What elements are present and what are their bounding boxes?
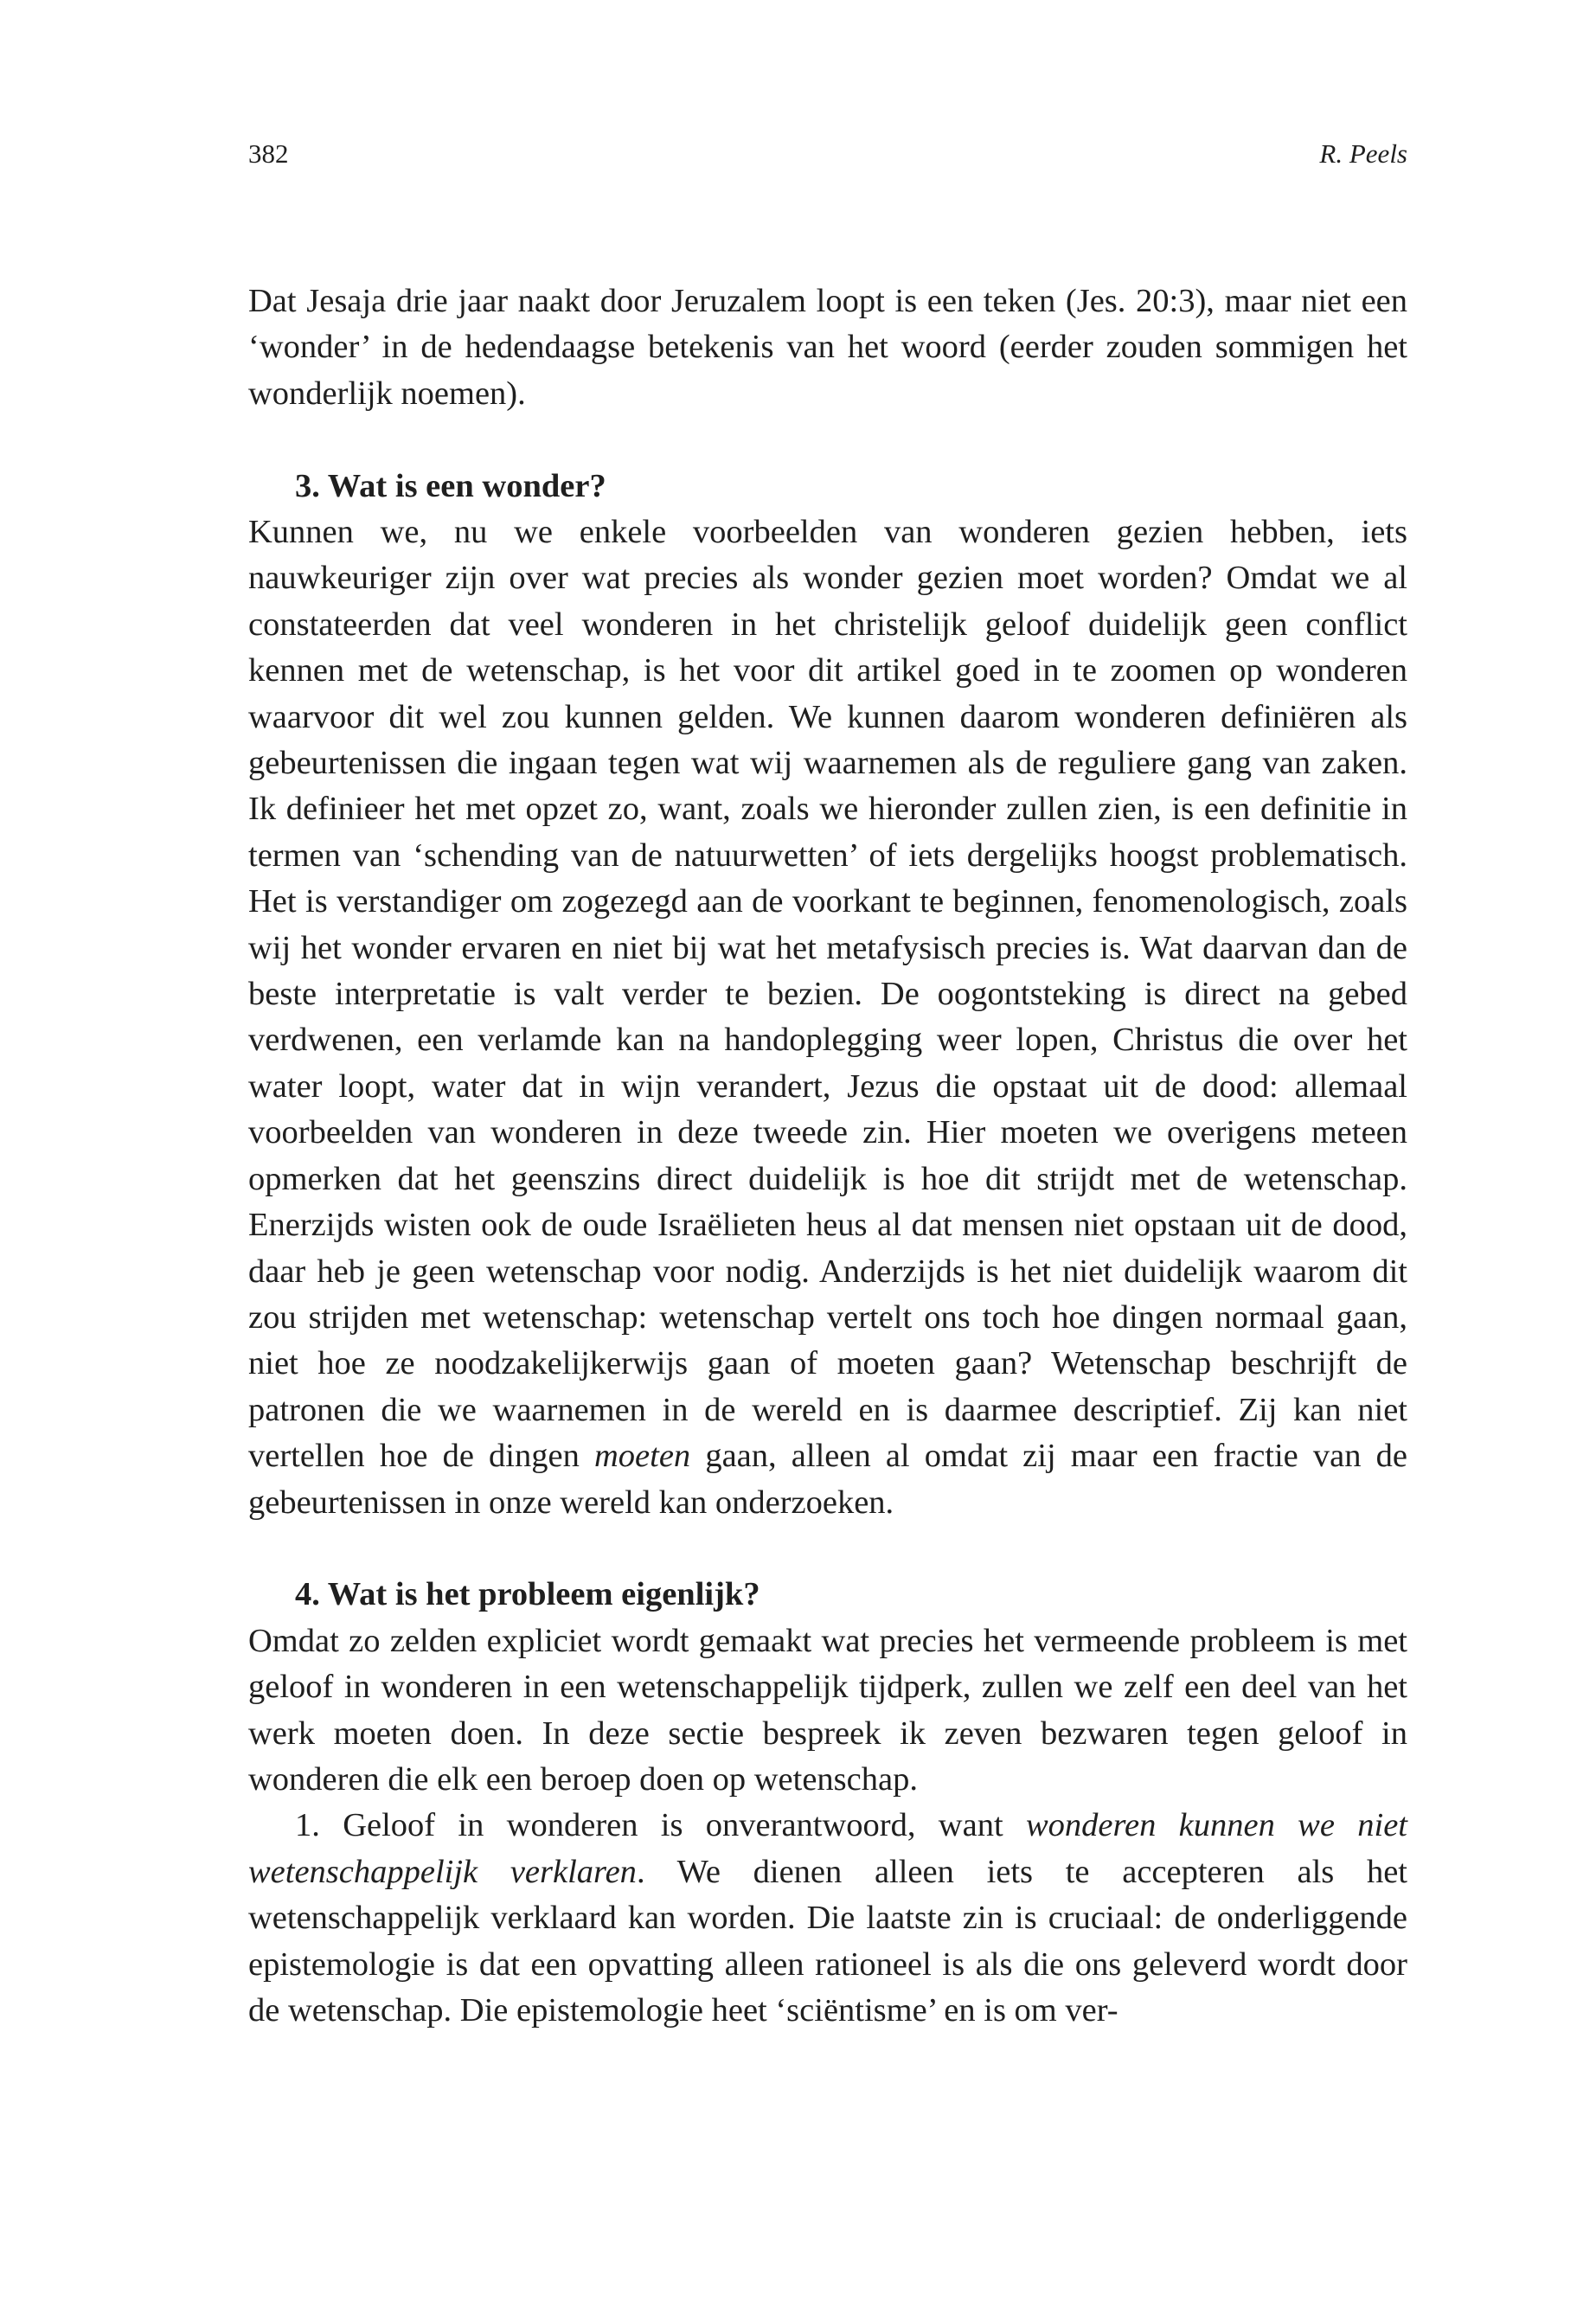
paragraph-section-3-part-b: gaan, alleen al omdat zij maar een fractie van de gebeurtenissen in onze wereld kan onderzoeken.: [248, 1438, 1407, 1521]
section-heading-3: 3. Wat is een wonder?: [295, 467, 606, 504]
paragraph-objection-1: [248, 1803, 1407, 2034]
section-gap: [248, 1526, 1407, 1572]
emphasis-objection-1: wonderen kunnen we niet wetenschappelijk verklaren: [248, 1807, 1407, 1890]
emphasis-moeten: moeten: [594, 1438, 691, 1475]
page-header: [248, 138, 1407, 182]
paragraph-objection-1-part-a: 1. Geloof in wonderen is onverantwoord, want: [295, 1807, 1026, 1844]
body-text: [248, 279, 1407, 2034]
running-head: R. Peels: [1319, 138, 1407, 169]
paragraph-section-4: Omdat zo zelden expliciet wordt gemaakt wat precies het vermeende probleem is met geloof in wonderen in een wetenschappelijk tijdperk, zullen we zelf een deel van het werk moeten doen. In deze sectie bespreek ik zeven bezwaren tegen geloof in wonderen die elk een beroep doen op wetenschap.: [248, 1622, 1407, 1798]
paragraph-objection-1-part-b: . We dienen alleen iets te accepteren als het wetenschappelijk verklaard kan worden. Die laatste zin is cruciaal: de onderliggende epistemologie is dat een opvatting alleen rationeel is als die ons geleverd wordt door de wetenschap. Die epistemologie heet ‘sciëntisme’ en is om ver-: [248, 1853, 1407, 2029]
page-number: 382: [248, 138, 289, 169]
section-heading-4: 4. Wat is het probleem eigenlijk?: [295, 1576, 760, 1613]
paragraph-section-3: [248, 510, 1407, 1526]
paragraph-section-3-part-a: Kunnen we, nu we enkele voorbeelden van wonderen gezien hebben, iets nauwkeuriger zijn over wat precies als wonder gezien moet worden? Omdat we al constateerden dat veel wonderen in het christelijk geloof duidelijk geen conflict kennen met de wetenschap, is het voor dit artikel goed in te zoomen op wonderen waarvoor dit wel zou kunnen gelden. We kunnen daarom wonderen definiëren als gebeurtenissen die ingaan tegen wat wij waarnemen als de reguliere gang van zaken. Ik definieer het met opzet zo, want, zoals we hieronder zullen zien, is een definitie in termen van ‘schending van de natuurwetten’ of iets dergelijks hoogst problematisch. Het is verstandiger om zogezegd aan de voorkant te beginnen, fenomenologisch, zoals wij het wonder ervaren en niet bij wat het metafysisch precies is. Wat daarvan dan de beste interpretatie is valt verder te bezien. De oogontsteking is direct na gebed verdwenen, een verlamde kan na handoplegging weer lopen, Christus die over het water loopt, water dat in wijn verandert, Jezus die opstaat uit de dood: allemaal voorbeelden van wonderen in deze tweede zin. Hier moeten we overigens meteen opmerken dat het geenszins direct duidelijk is hoe dit strijdt met de wetenschap. Enerzijds wisten ook de oude Israëlieten heus al dat mensen niet opstaan uit de dood, daar heb je geen wetenschap voor nodig. Anderzijds is het niet duidelijk waarom dit zou strijden met wetenschap: wetenschap vertelt ons toch hoe dingen normaal gaan, niet hoe ze noodzakelijkerwijs gaan of moeten gaan? Wetenschap beschrijft de patronen die we waarnemen in de wereld en is daarmee descriptief. Zij kan niet vertellen hoe de dingen: [248, 514, 1407, 1475]
section-gap: [248, 417, 1407, 463]
paragraph-intro: Dat Jesaja drie jaar naakt door Jeruzalem loopt is een teken (Jes. 20:3), maar niet een ‘wonder’ in de hedendaagse betekenis van het woord (eerder zouden sommigen het wonderlijk noemen).: [248, 283, 1407, 412]
